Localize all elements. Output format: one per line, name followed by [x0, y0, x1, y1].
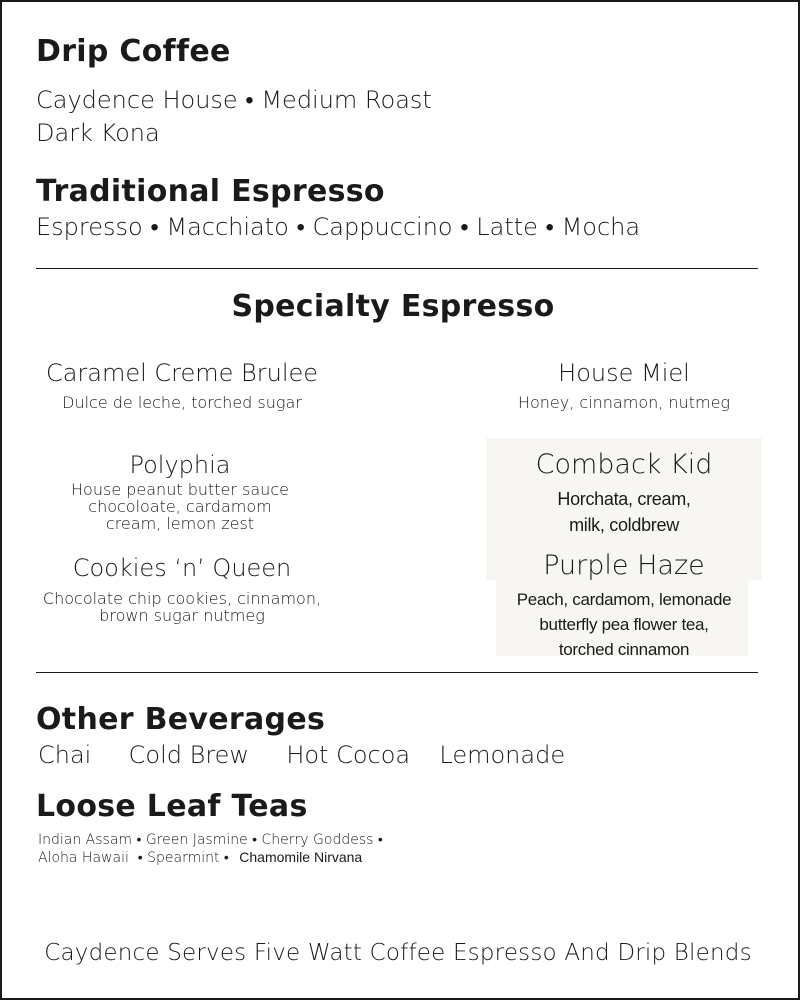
item-cookies-n-queen-desc-line: brown sugar nutmeg	[99, 606, 265, 625]
item-comback-kid-desc-line: milk, coldbrew	[569, 515, 679, 535]
drip-coffee-heading: Drip Coffee	[36, 34, 231, 69]
item-polyphia-desc-line: chocoloate, cardamom	[88, 497, 272, 516]
item-caramel-creme-brulee-desc: Dulce de leche, torched sugar	[62, 393, 302, 412]
item-comback-kid-desc	[486, 486, 762, 538]
traditional-espresso-heading: Traditional Espresso	[36, 174, 385, 209]
other-beverages-heading: Other Beverages	[36, 702, 326, 737]
item-purple-haze-name: Purple Haze	[543, 550, 705, 581]
beverage-item: Hot Cocoa	[286, 741, 411, 769]
item-comback-kid-desc-line: Horchata, cream,	[557, 489, 691, 509]
item-house-miel-name: House Miel	[558, 359, 690, 387]
loose-leaf-teas-heading: Loose Leaf Teas	[36, 789, 308, 824]
beverage-item: Cold Brew	[128, 741, 250, 769]
item-cookies-n-queen-name: Cookies ‘n’ Queen	[72, 554, 292, 582]
divider-bottom	[36, 672, 758, 673]
item-polyphia-name: Polyphia	[129, 451, 231, 479]
footer-note: Caydence Serves Five Watt Coffee Espresso And Drip Blends	[44, 940, 752, 966]
drip-coffee-line-2: Dark Kona	[36, 119, 160, 147]
drip-coffee-line-1: Caydence House • Medium Roast	[36, 86, 432, 114]
specialty-espresso-heading: Specialty Espresso	[231, 289, 555, 324]
traditional-espresso-items: Espresso • Macchiato • Cappuccino • Latte • Mocha	[36, 213, 641, 241]
teas-line-2-a: Aloha Hawaii • Spearmint •	[38, 850, 229, 866]
item-purple-haze-desc	[486, 587, 762, 662]
beverage-item: Lemonade	[439, 741, 566, 769]
item-caramel-creme-brulee-name: Caramel Creme Brulee	[45, 359, 319, 387]
item-cookies-n-queen-desc-line: Chocolate chip cookies, cinnamon,	[42, 589, 322, 608]
item-cookies-n-queen-desc	[14, 590, 350, 624]
teas-line-2	[38, 849, 362, 866]
item-comback-kid-name: Comback Kid	[535, 449, 713, 480]
item-polyphia-desc	[14, 481, 346, 532]
item-house-miel-desc: Honey, cinnamon, nutmeg	[517, 393, 731, 412]
teas-line-1: Indian Assam • Green Jasmine • Cherry Goddess •	[38, 832, 383, 848]
teas-line-2-b: Chamomile Nirvana	[239, 849, 363, 865]
divider-top	[36, 268, 758, 269]
item-polyphia-desc-line: House peanut butter sauce	[71, 480, 289, 499]
item-polyphia-desc-line: cream, lemon zest	[105, 514, 255, 533]
beverage-item: Chai	[38, 741, 92, 769]
other-beverages-items	[38, 741, 565, 769]
item-purple-haze-desc-line: Peach, cardamom, lemonade	[516, 590, 732, 609]
item-purple-haze-desc-line: butterfly pea flower tea,	[539, 615, 709, 634]
item-purple-haze-desc-line: torched cinnamon	[558, 640, 690, 659]
